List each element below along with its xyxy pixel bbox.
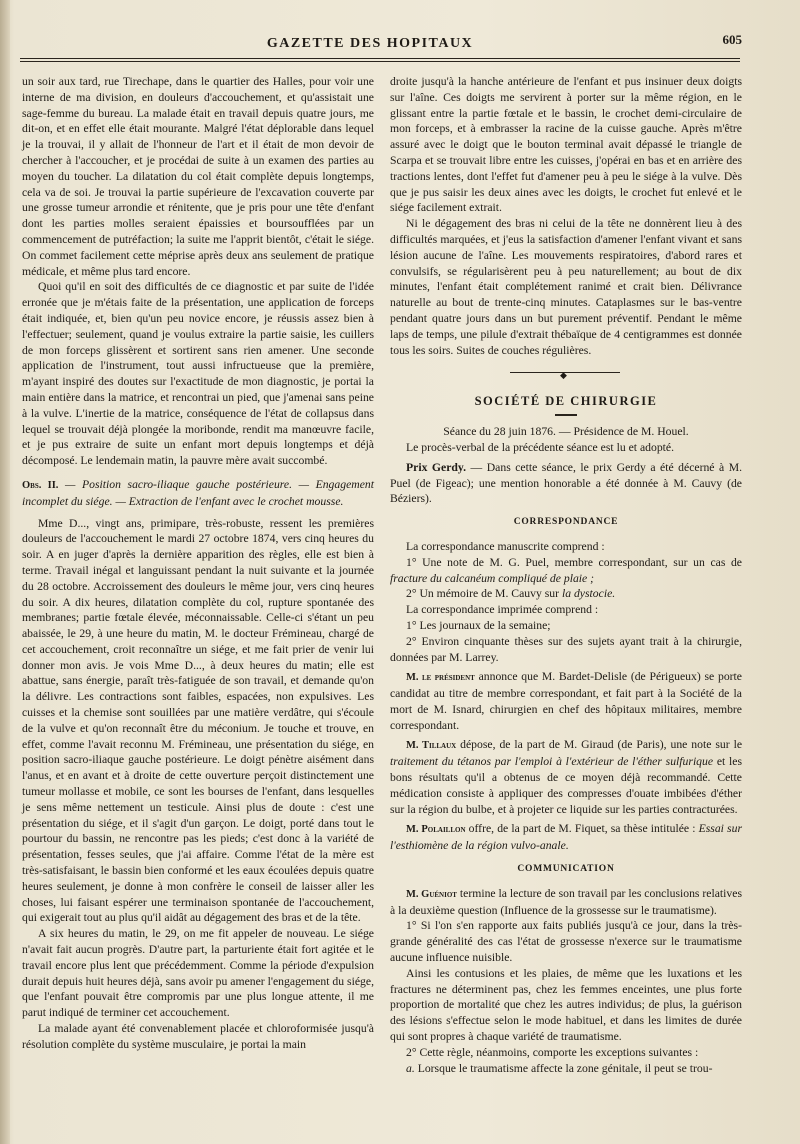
paragraph-3: Mme D..., vingt ans, primipare, très-robuste, ressent les premières douleurs de l'accouchement le mardi 27 octobre 1874, vers cinq heures du soir. A en juger d'après la dernière apparition des règles, elle est bien à terme. Travail inégal et languissant pendant la nuit suivante et la journée du 28 octobre. Accroissement des douleurs le même jour, vers cinq heures du soir. A dix heures, dilatation complète du col, rupture spontanée des membranes; partie fœtale élevée, méconnaissable. Celle-ci s'étant un peu abaissée, le 29, à une heure du matin, M. le docteur Frémineau, chargé de cet accouchement, croit reconnaître un siége, et me fait prier de venir lui donner mon avis. Je vois Mme D..., à deux heures du matin; elle est abattue, sans énergie, paraît très-fatiguée de son travail, et demande qu'on la délivre. Les contractions sont faibles, espacées, non expulsives. Les cuisses et la chemise sont souillées par une matière verdâtre, qui s'écoule de la vulve et qu'on reconnaît être du méconium. Je touche et trouve, en effet, comme l'avait reconnu M. Frémineau, une présentation du siége, en position sacro-iliaque gauche postérieure. Le doigt pénètre aisément dans l'anus, et en avant et à droite de cette ouverture perçoit distinctement une tumeur mollasse et mobile, ce sont les bourses de l'enfant, dans lesquelles je sens même nettement un testicule. Ainsi plus de doute : c'est une présentation du siége, et il s'agit d'un garçon. Le doigt, porté dans tout le pourtour du bassin, ne rencontre pas les pieds; c'est donc à la variété de présentation, fesses seules, que j'ai affaire. Comme l'état de la mère est très-satisfaisant, le bassin bien conformé et les eaux écoulées depuis quatre heures seulement, je donne à mon confrère le conseil de laisser aller les choses, lui faisant espérer une terminaison spontanée de l'accouchement, qui exigerait tout au plus qu'il aidât au dégagement des bras et de la tête. [22,516,374,925]
president-paragraph: M. le président annonce que M. Bardet-Delisle (de Périgueux) se porte candidat au titre de membre correspondant, et fait part à la Société de la mort de M. Isnard, chirurgien en chef des hôpitaux militaires, membre correspondant. [390,670,742,732]
paragraph-4: A six heures du matin, le 29, on me fit appeler de nouveau. Le siége n'avait fait aucun progrès. D'autre part, la parturiente était fort agitée et le travail encore plus lent que précédemment. Comme la période d'expulsion durait depuis huit heures déjà, sans avoir pu amener l'engagement du siége, que l'enfant pouvait être compromis par une plus longue attente, il me parut indiqué de terminer cet accouchement. [22,927,374,1020]
correspondance-heading: CORRESPONDANCE [513,517,619,528]
prix-gerdy [390,460,742,507]
president-label: M. le président [406,672,475,684]
section-divider [390,368,742,381]
prix-text: — Dans cette séance, le prix Gerdy a été décerné à M. Puel (de Figeac); une mention honorable a été donnée à M. Cauvy (de Béziers). [390,460,743,506]
conclusion-4: a. Lorsque le traumatisme affecte la zone génitale, il peut se trou- [406,1061,713,1075]
left-column [22,74,374,1053]
paragraph-delivery: Ni le dégagement des bras ni celui de la tête ne donnèrent lieu à des difficultés marquées, et j'eus la satisfaction d'amener l'enfant vivant et sans lésion aucune de l'aîne. Les mouvements respiratoires, d'abord rares et convulsifs, se régularisèrent peu à peu naturellement; au bout de dix minutes, l'enfant était complétement ranimé et crait bien. Délivrance naturelle au bout de trente-cinq minutes. Cataplasmes sur le bas-ventre pendant quatre jours dans un but purement préventif. Pendant le même laps de temps, une pilule d'extrait thébaïque de 4 centigrammes est donnée tous les soirs. Suites de couches régulières. [390,217,742,357]
right-column [390,74,742,1076]
header-rule [20,58,740,59]
corr-item-1: 1° Une note de M. G. Puel, membre correspondant, sur un cas de fracture du calcanéum compliqué de plaie ; [390,555,742,585]
conclusion-2: Ainsi les contusions et les plaies, de même que les luxations et les fractures ne déterminent pas, chez les femmes enceintes, une plus forte proportion de mortalité que chez les autres individus; de plus, la guérison des lésions s'effectue selon le mode habituel, et dans les limites de durée qui sont propres à chaque variété de traumatisme. [390,966,742,1044]
divider-ornament-icon: ◆ [560,370,567,381]
header-rule-second [20,61,740,62]
polaillon-label: M. Polaillon [406,824,466,836]
polaillon-paragraph: M. Polaillon offre, de la part de M. Fiquet, sa thèse intitulée : Essai sur l'esthiomène de la région vulvo-anale. [390,822,742,853]
journal-title: GAZETTE DES HOPITAUX [266,36,474,51]
seance-line: Séance du 28 juin 1876. — Présidence de M. Houel. [443,425,689,439]
corr-item-2: 2° Un mémoire de M. Cauvy sur la dystocie. [406,587,616,601]
page-spine [0,0,10,1144]
tillaux-label: M. Tillaux [406,740,457,752]
paragraph-5: La malade ayant été convenablement placée et chloroformisée jusqu'à résolution complète du système musculaire, je portai la main [22,1022,374,1051]
conclusion-1: 1° Si l'on s'en rapporte aux faits publiés jusqu'à ce jour, dans la très-grande généralité des cas l'état de grossesse n'exerce sur le traumatisme aucune influence nuisible. [390,919,742,965]
paragraph-2: Quoi qu'il en soit des difficultés de ce diagnostic et par suite de l'idée erronée que je m'étais faite de la présentation, une application de forceps était indiquée, et, bien qu'un peu novice encore, je réussis assez bien à l'effectuer; seulement, quand je voulus extraire la partie saisie, les cuillers de mon forceps glissèrent et sortirent sans rien amener. Une seconde application de l'instrument, tout aussi infructueuse que la première, m'ayant inspiré des doutes sur l'exactitude de mon diagnostic, je portai la main entière dans la matrice, et rencontrai un pied, que j'amenai sans peine à la vulve. L'inertie de la matrice, conséquence de l'état de collapsus dans lequel se trouvait déjà plongée la moribonde, rendit ma manœuvre facile, et je pus extraire de suite un enfant mort depuis longtemps et déjà décomposé. Le lendemain matin, la pauvre mère avait succombé. [22,280,374,468]
prix-label: Prix Gerdy. [406,460,467,474]
corr-imprimee: La correspondance imprimée comprend : [406,603,599,617]
page-number: 605 [722,32,742,47]
observation-title: — Position sacro-iliaque gauche postérieure. — Engagement incomplet du siége. — Extraction de l'enfant avec le crochet mousse. [22,477,374,508]
society-title: SOCIÉTÉ DE CHIRURGIE [474,394,658,409]
proces-verbal: Le procès-verbal de la précédente séance est lu et adopté. [406,440,675,454]
observation-label: Obs. II. [22,479,59,491]
communication-heading: COMMUNICATION [517,864,615,875]
paragraph-continued: droite jusqu'à la hanche antérieure de l'enfant et pus insinuer deux doigts sur l'aîne. Ces doigts me servirent à porter sur la même région, en le glissant entre la partie fœtale et le bassin, le crochet demi-circulaire de mon forceps, et à embrasser la racine de la cuisse gauche. Après m'être assuré avec le doigt que le bouton terminal avait dépassé le triangle de Scarpa et se trouvait libre entre les cuisses, j'opérai en bas et en arrière des tractions lentes, dont l'effet fut d'amener peu à peu le siége à la vulve. Dès que je pus saisir les deux aines avec les doigts, le crochet fut enlevé et le siége facilement extrait. [390,75,742,215]
paragraph-1: un soir aux tard, rue Tirechape, dans le quartier des Halles, pour voir une interne de ma division, en douleurs d'accouchement, et qu'assistait une sage-femme du bureau. La malade était en travail depuis quatre jours, me dit-on, et en effet elle était mourante. Malgré l'état déplorable dans lequel je la trouvai, il y allait de l'honneur de l'art et il était de mon devoir de chercher à l'accoucher, et je procédai de suite à un examen des parties au moyen du toucher. La dilatation du col était complète depuis longtemps, cela va de soi. Je trouvai la partie supérieure de l'excavation couverte par une grosse tumeur arrondie et rénitente, que je pris pour une tête d'enfant dont les parties molles seraient épaissies et boursoufflées par un commencement de putréfaction; la suite me l'apprit bientôt, c'était le siége. On commet facilement cette méprise après deux ans seulement de pratique médicale, et même plus tard encore. [22,75,374,278]
corr-print-2: 2° Environ cinquante thèses sur des sujets ayant trait à la chirurgie, données par M. Larrey. [390,634,742,664]
title-rule [555,414,577,416]
tillaux-paragraph: M. Tillaux dépose, de la part de M. Giraud (de Paris), une note sur le traitement du tétanos par l'emploi à l'extérieur de l'éther sulfurique et les bons résultats qu'il a obtenus de ce moyen déjà recommandé. Cette médication consiste à appliquer des compresses d'ouate imbibées d'éther sur la région du bulbe, et à projeter ce liquide sur les parties contracturées. [390,738,743,816]
observation-heading [22,477,374,510]
gueniot-label: M. Guéniot [406,888,457,900]
gueniot-paragraph: M. Guéniot termine la lecture de son travail par les conclusions relatives à la deuxième question (Influence de la grossesse sur le traumatisme). [390,886,743,917]
conclusion-3: 2° Cette règle, néanmoins, comporte les exceptions suivantes : [406,1045,699,1059]
corr-print-1: 1° Les journaux de la semaine; [406,618,551,632]
corr-manuscrite: La correspondance manuscrite comprend : [406,539,605,553]
